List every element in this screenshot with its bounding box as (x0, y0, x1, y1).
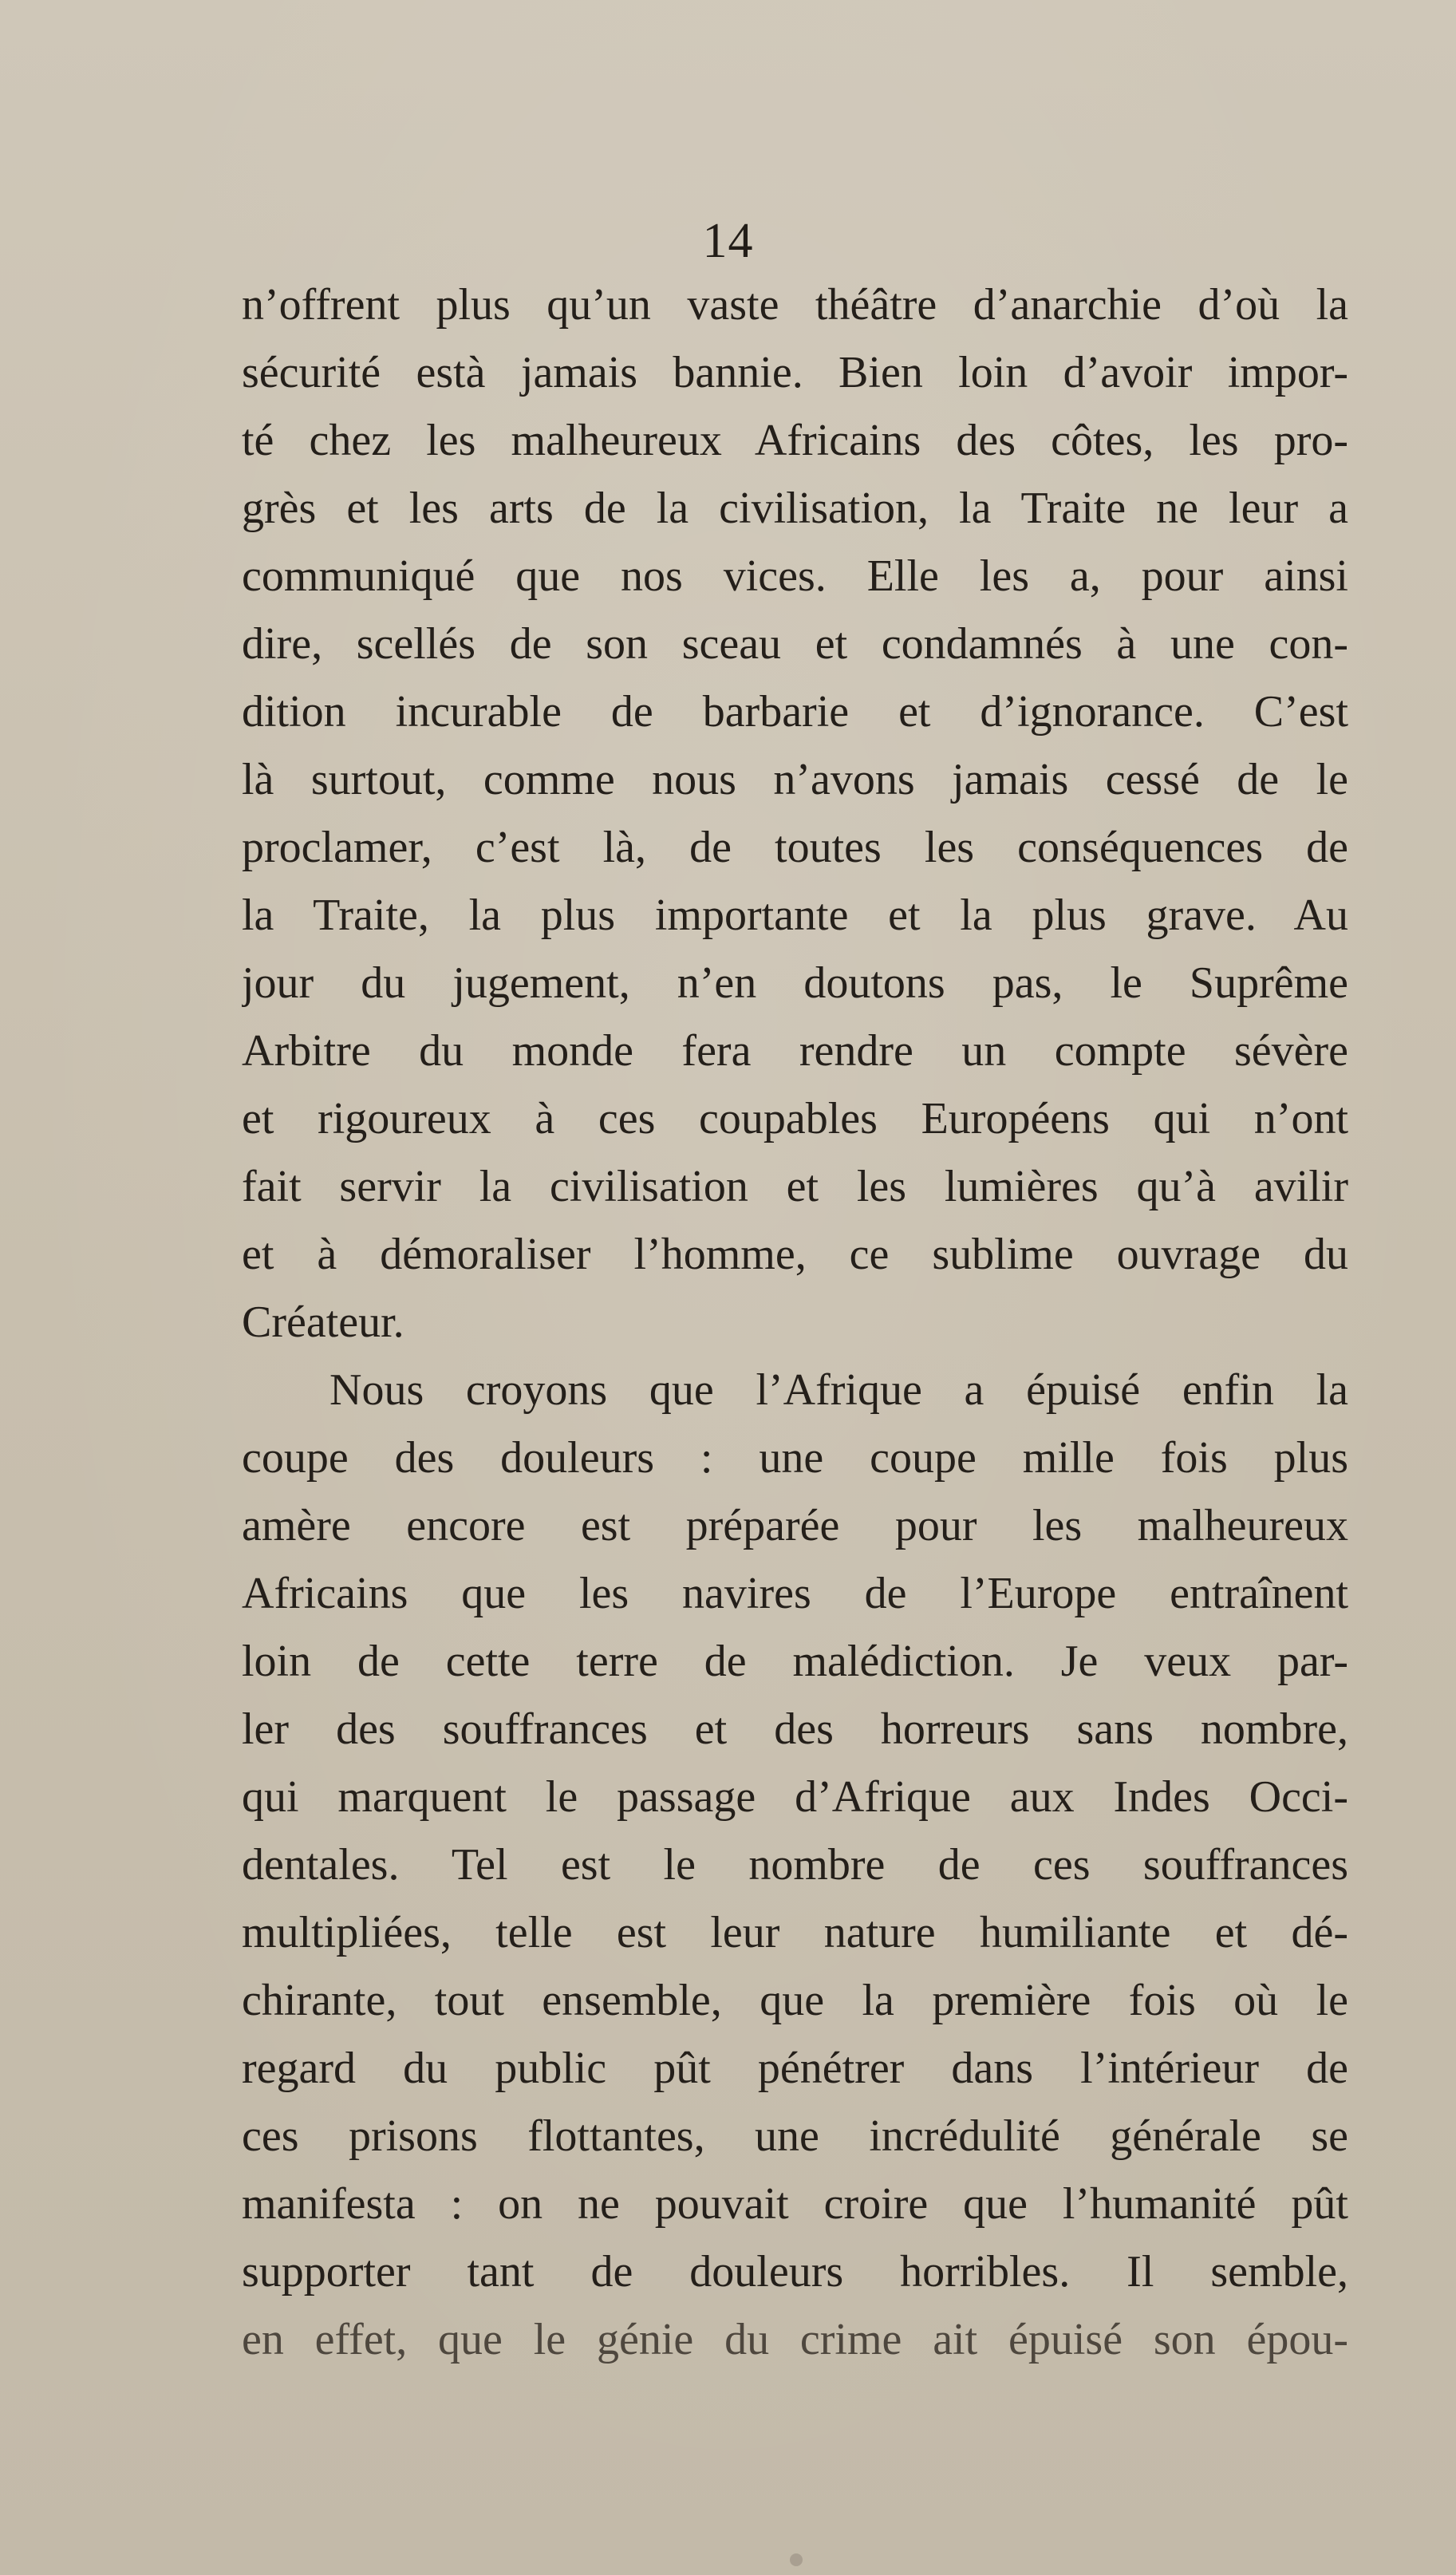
text-line: supporter tant de douleurs horribles. Il semble, (242, 2247, 1348, 2297)
text-line: coupe des douleurs : une coupe mille fois plus (242, 1433, 1348, 1483)
text-line: et à démoraliser l’homme, ce sublime ouvrage du (242, 1230, 1348, 1279)
body-text (242, 271, 1348, 2374)
text-line: qui marquent le passage d’Afrique aux Indes Occi- (242, 1772, 1348, 1822)
text-line: communiqué que nos vices. Elle les a, pour ainsi (242, 551, 1348, 601)
text-line: grès et les arts de la civilisation, la Traite ne leur a (242, 484, 1348, 533)
text-line: Africains que les navires de l’Europe entraînent (242, 1569, 1348, 1618)
text-line: en effet, que le génie du crime ait épuisé son épou- (242, 2315, 1348, 2364)
text-line: la Traite, la plus importante et la plus grave. Au (242, 891, 1348, 940)
text-line: chirante, tout ensemble, que la première fois où le (242, 1976, 1348, 2025)
text-line: proclamer, c’est là, de toutes les conséquences de (242, 823, 1348, 872)
page-number: 14 (702, 214, 754, 268)
text-line: fait servir la civilisation et les lumières qu’à avilir (242, 1162, 1348, 1211)
text-line: sécurité està jamais bannie. Bien loin d’avoir impor- (242, 348, 1348, 397)
text-line: multipliées, telle est leur nature humiliante et dé- (242, 1908, 1348, 1957)
paper-speck (790, 2553, 803, 2566)
text-line: Arbitre du monde fera rendre un compte sévère (242, 1026, 1348, 1076)
text-line: jour du jugement, n’en doutons pas, le Suprême (242, 958, 1348, 1008)
text-line: loin de cette terre de malédiction. Je veux par- (242, 1637, 1348, 1686)
text-line: ler des souffrances et des horreurs sans nombre, (242, 1704, 1348, 1754)
text-line: là surtout, comme nous n’avons jamais cessé de le (242, 755, 1348, 804)
text-line: n’offrent plus qu’un vaste théâtre d’anarchie d’où la (242, 280, 1348, 330)
text-line: manifesta : on ne pouvait croire que l’humanité pût (242, 2179, 1348, 2229)
text-line: ces prisons flottantes, une incrédulité générale se (242, 2111, 1348, 2161)
text-line: té chez les malheureux Africains des côtes, les pro- (242, 416, 1348, 465)
text-line: dition incurable de barbarie et d’ignorance. C’est (242, 687, 1348, 737)
text-line: dire, scellés de son sceau et condamnés à une con- (242, 619, 1348, 669)
text-line: et rigoureux à ces coupables Européens qui n’ont (242, 1094, 1348, 1143)
paragraph-start-line: Nous croyons que l’Afrique a épuisé enfin la (329, 1365, 1348, 1415)
text-line: amère encore est préparée pour les malheureux (242, 1501, 1348, 1550)
text-line: regard du public pût pénétrer dans l’intérieur de (242, 2044, 1348, 2093)
text-line: dentales. Tel est le nombre de ces souffrances (242, 1840, 1348, 1890)
text-line: Créateur. (242, 1297, 404, 1347)
